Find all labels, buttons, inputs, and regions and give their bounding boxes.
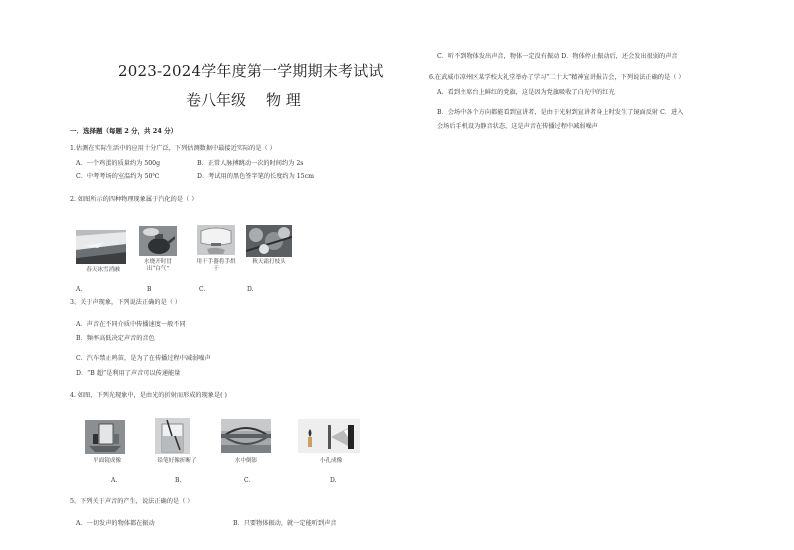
photo-water-reflection [221, 419, 271, 453]
label-4c: C. [244, 477, 251, 484]
question-5-stem: 5、下列关于声音的产生，说法正确的是（ ） [70, 498, 194, 505]
question-1-option-d: D．考试用的黑色签字笔的长度约为 15cm [197, 173, 314, 180]
question-5-option-b: B．只要物体振动，就一定能听到声音 [233, 520, 337, 527]
photo-hand-dryer [197, 225, 235, 255]
label-4d: D. [330, 477, 337, 484]
question-3-option-c: C．汽车禁止鸣笛，是为了在传播过程中减弱噪声 [76, 355, 211, 362]
label-4a: A. [111, 477, 118, 484]
caption-boiling-kettle: 水烧开时冒出“白气” [144, 259, 172, 272]
question-3-option-a: A．声音在不同介质中传播速度一般不同 [76, 321, 186, 328]
page-title-subject: 物 理 [266, 91, 301, 109]
photo-frost-branch [246, 225, 292, 257]
question-6-options-bc-line2: 会场后手机设为静音状态，这是声音在传播过程中减弱噪声 [437, 123, 598, 130]
caption-melting-snow: 春天冰雪消融 [86, 267, 120, 273]
question-4-stem: 4. 如图，下列光现象中，是由光的折射而形成的现象是( ) [70, 392, 227, 399]
question-3-option-b: B．频率高低决定声音的音色 [76, 335, 155, 342]
question-1-option-c: C．中考考场的室温约为 50℃ [76, 173, 160, 180]
photo-bent-pencil [155, 418, 190, 454]
label-2c: C. [199, 286, 206, 293]
question-2-stem: 2. 如图所示的四种物理现象属于汽化的是（ ） [70, 196, 198, 203]
caption-pinhole-imaging: 小孔成像 [319, 458, 343, 464]
caption-bent-pencil: 铅笔好像折断了 [157, 458, 197, 464]
label-2d: D. [247, 286, 254, 293]
caption-water-reflection: 水中倒影 [234, 458, 258, 464]
page-title-grade: 卷八年级 [186, 91, 247, 109]
photo-melting-snow [76, 230, 126, 264]
label-2b: B [147, 286, 152, 293]
section-heading-choice: 一．选择题（每题 2 分，共 24 分） [70, 127, 178, 135]
question-1-option-b: B．正常人脉搏跳动一次的时间约为 2s [197, 160, 304, 167]
question-3-stem: 3、关于声现象，下列说法正确的是（ ） [70, 299, 182, 306]
caption-hand-dryer: 用干手器将手烘干 [196, 259, 236, 272]
label-2a: A. [76, 286, 83, 293]
question-6-options-bc-line1: B．会场中各个方向都能看到宣讲者，是由于光射到宣讲者身上时发生了镜面反射 C．进入 [437, 109, 684, 116]
caption-frost-branch: 秋天霜打枝头 [252, 259, 286, 265]
question-6-option-a: A．看到主席台上鲜红的党旗，这是因为党旗吸收了白光中的红光 [437, 89, 615, 96]
question-1-option-a: A．一个鸡蛋的质量约为 500g [76, 160, 161, 167]
caption-plane-mirror: 平面镜成像 [93, 458, 121, 464]
question-1-stem: 1.估测在实际生活中的应用十分广泛，下列估测数据中最接近实际的是（ ） [70, 145, 276, 152]
photo-plane-mirror [85, 420, 125, 454]
question-3-option-d: D．“B 超”是利用了声音可以传递能量 [76, 370, 181, 377]
question-5-option-a: A．一切发声的物体都在振动 [76, 520, 155, 527]
photo-boiling-kettle [139, 226, 177, 256]
question-5-options-cd: C．听不到物体发出声音，物体一定没有振动 D．物体停止振动后，还会发出很弱的声音 [437, 53, 678, 60]
page-title-line1: 2023-2024学年度第一学期期末考试试 [118, 62, 384, 80]
photo-pinhole-imaging [298, 419, 360, 453]
label-4b: B. [175, 477, 182, 484]
question-6-stem: 6.在武威市凉州区某学校大礼堂举办了学习“二十大”精神宣讲报告会，下列说法正确的是（ ） [429, 74, 685, 81]
